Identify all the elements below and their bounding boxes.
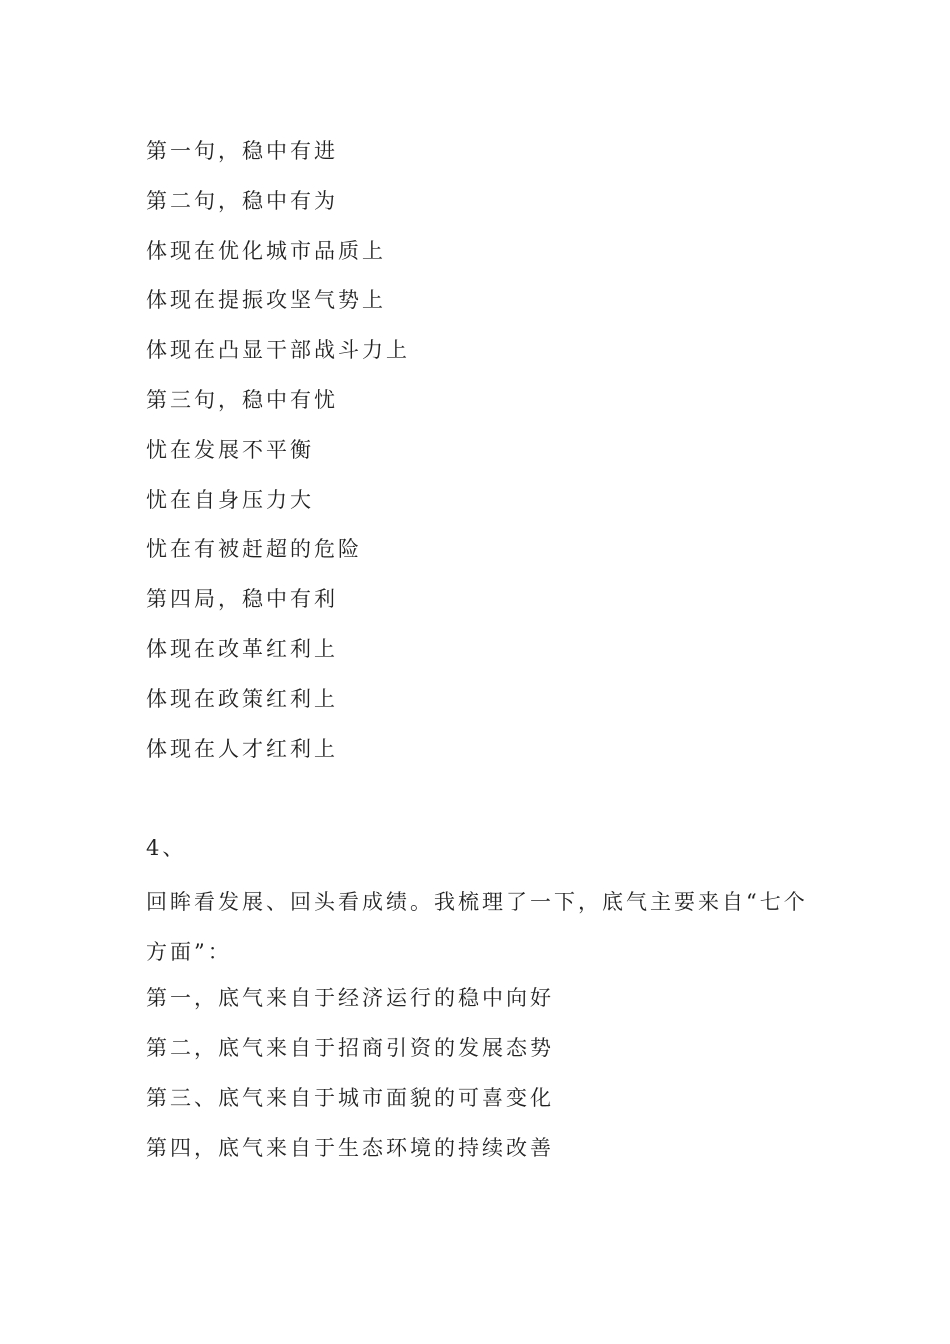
text-line: 第一，底气来自于经济运行的稳中向好 <box>146 986 554 1011</box>
text-line: 第四，底气来自于生态环境的持续改善 <box>146 1135 554 1160</box>
text-line: 体现在政策红利上 <box>146 686 338 711</box>
text-line: 第三句，稳中有忧 <box>146 387 338 412</box>
text-line: 忧在发展不平衡 <box>146 437 314 462</box>
text-line: 第三、底气来自于城市面貌的可喜变化 <box>146 1085 554 1110</box>
document-body <box>146 130 826 1176</box>
intro-paragraph: 回眸看发展、回头看成绩。我梳理了一下，底气主要来自“七个方面”： <box>146 890 808 965</box>
text-line: 体现在人才红利上 <box>146 736 338 761</box>
section-number: 4、 <box>146 836 187 861</box>
text-line: 忧在自身压力大 <box>146 487 314 512</box>
text-line: 第四局，稳中有利 <box>146 587 338 612</box>
blank-gap <box>146 777 826 827</box>
text-line: 第二句，稳中有为 <box>146 188 338 213</box>
text-line: 忧在有被赶超的危险 <box>146 537 362 562</box>
text-line: 体现在优化城市品质上 <box>146 238 386 263</box>
text-line: 第二，底气来自于招商引资的发展态势 <box>146 1035 554 1060</box>
text-line: 体现在提振攻坚气势上 <box>146 288 386 313</box>
text-line: 体现在改革红利上 <box>146 636 338 661</box>
text-line: 体现在凸显干部战斗力上 <box>146 338 410 363</box>
text-line: 第一句，稳中有进 <box>146 139 338 163</box>
